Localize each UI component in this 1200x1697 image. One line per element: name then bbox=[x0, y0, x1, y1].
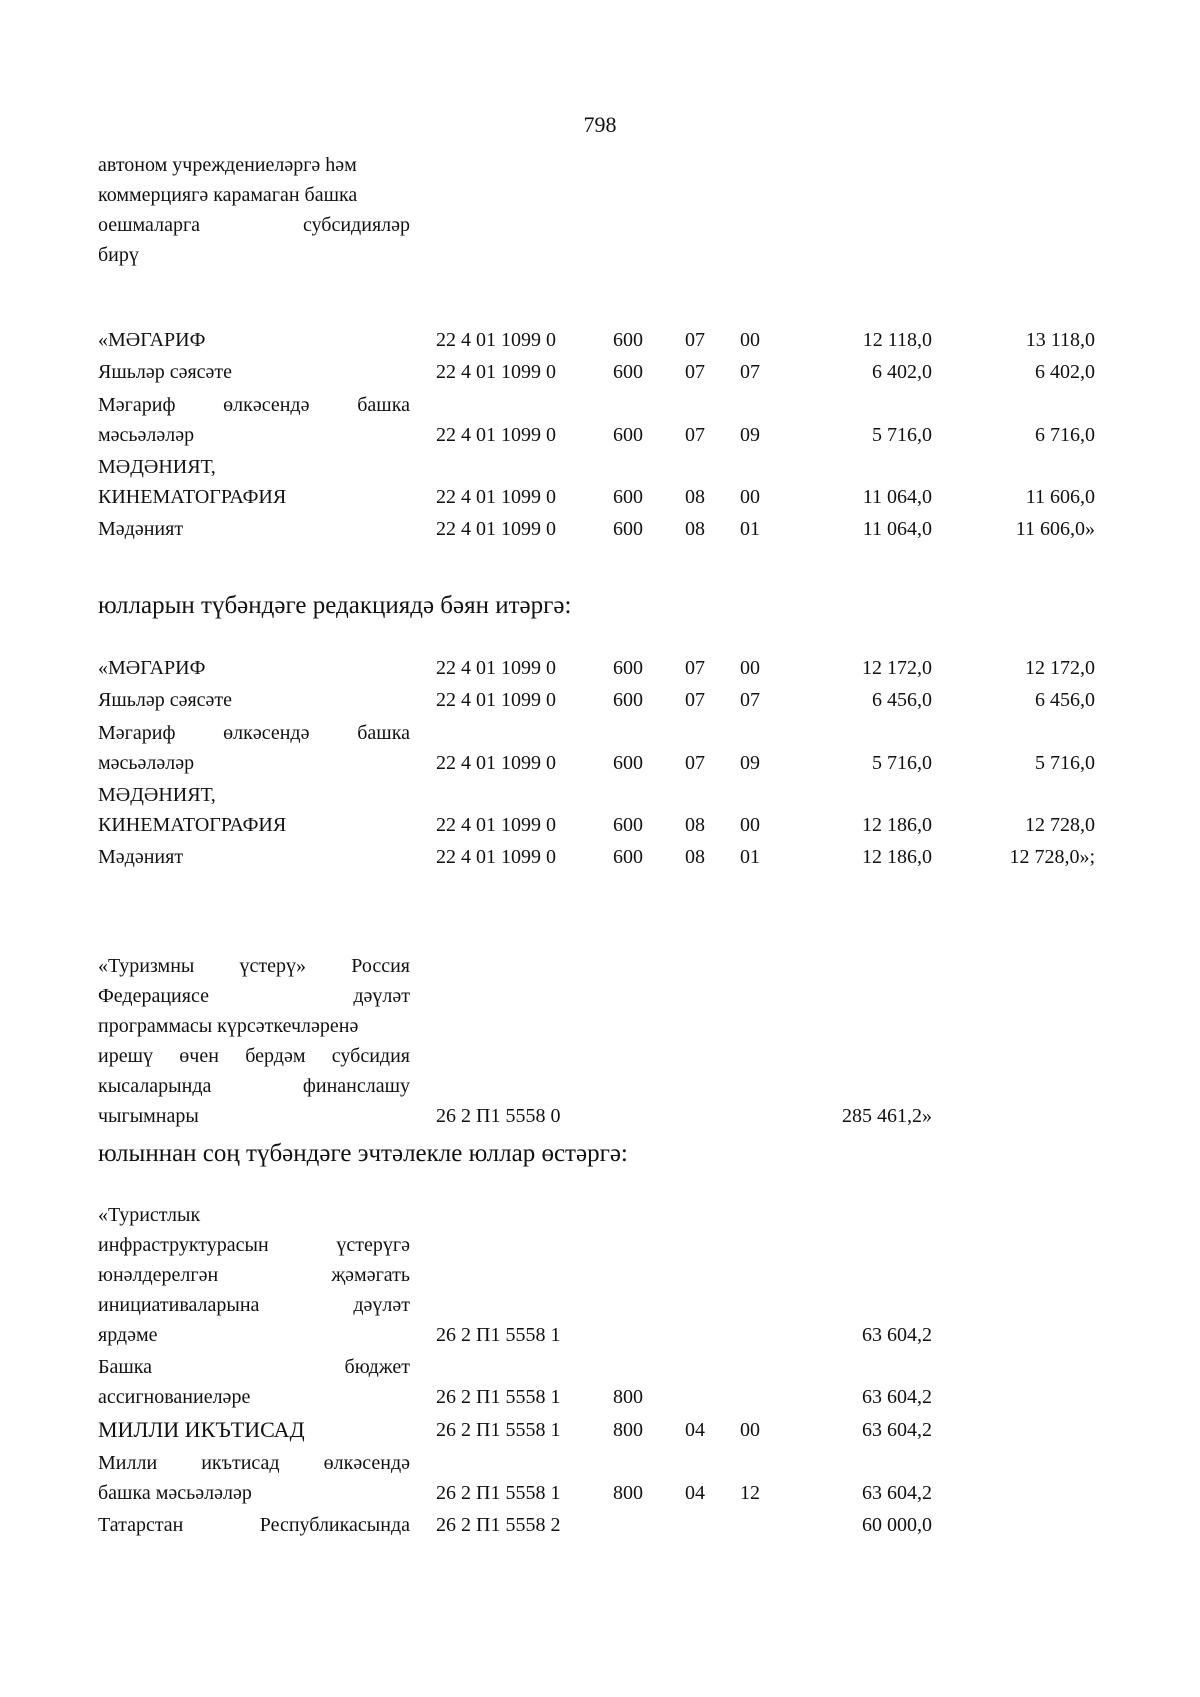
row-value-1: 12 186,0 bbox=[862, 846, 932, 868]
row-code: 26 2 П1 5558 1 bbox=[436, 1324, 561, 1346]
row-rz: 04 bbox=[685, 1482, 705, 1504]
row-code: 22 4 01 1099 0 bbox=[436, 486, 556, 508]
row-value-2: 13 118,0 bbox=[1025, 329, 1095, 351]
row-name: Милли икътисад өлкәсендә башка мәсьәләләр bbox=[98, 1452, 410, 1504]
row-code: 22 4 01 1099 0 bbox=[436, 518, 556, 540]
row-name: Мәгариф өлкәсендә башка мәсьәләләр bbox=[98, 394, 410, 446]
intro-row bbox=[0, 150, 1200, 270]
row-rz: 07 bbox=[685, 657, 705, 679]
table-row bbox=[0, 1510, 1200, 1542]
row-pr: 09 bbox=[740, 752, 760, 774]
table-row bbox=[0, 514, 1200, 546]
row-name: «МӘГАРИФ bbox=[98, 329, 206, 351]
row-code: 22 4 01 1099 0 bbox=[436, 657, 556, 679]
table-new bbox=[0, 653, 1200, 874]
intro-line: коммерциягә карамаган башка bbox=[98, 184, 358, 206]
table-old bbox=[0, 325, 1200, 546]
row-value-2: 6 402,0 bbox=[1035, 361, 1095, 383]
row-vr: 600 bbox=[613, 361, 643, 383]
row-value-2: 5 716,0 bbox=[1035, 752, 1095, 774]
row-value-1: 63 604,2 bbox=[862, 1386, 932, 1408]
intro-line: автоном учреждениеләргә һәм bbox=[98, 154, 357, 176]
row-name: МӘДӘНИЯТ, КИНЕМАТОГРАФИЯ bbox=[98, 784, 287, 836]
row-value-2: 11 606,0 bbox=[1025, 486, 1095, 508]
intro-text bbox=[98, 150, 410, 270]
tourism-block bbox=[0, 951, 1200, 1131]
row-value-2: 11 606,0» bbox=[1015, 518, 1095, 540]
row-pr: 00 bbox=[740, 657, 760, 679]
table-row bbox=[0, 653, 1200, 685]
row-value-1: 5 716,0 bbox=[872, 752, 932, 774]
row-rz: 08 bbox=[685, 846, 705, 868]
row-vr: 600 bbox=[613, 424, 643, 446]
table-row bbox=[0, 951, 1200, 1131]
row-vr: 800 bbox=[613, 1386, 643, 1408]
row-pr: 07 bbox=[740, 361, 760, 383]
row-code: 26 2 П1 5558 1 bbox=[436, 1419, 561, 1441]
row-code: 26 2 П1 5558 2 bbox=[436, 1514, 561, 1536]
row-value-1: 63 604,2 bbox=[862, 1324, 932, 1346]
row-name: «Туристлык инфраструктурасын үстерүгә юнәлдерелгән җәмәгать инициативаларына дәүләт ярдәме bbox=[98, 1204, 410, 1346]
row-value-2: 12 728,0 bbox=[1025, 814, 1095, 836]
row-name: Мәдәният bbox=[98, 518, 184, 540]
table-row bbox=[0, 390, 1200, 452]
row-code: 22 4 01 1099 0 bbox=[436, 689, 556, 711]
row-pr: 01 bbox=[740, 518, 760, 540]
row-vr: 600 bbox=[613, 846, 643, 868]
row-code: 22 4 01 1099 0 bbox=[436, 814, 556, 836]
row-code: 26 2 П1 5558 1 bbox=[436, 1482, 561, 1504]
row-pr: 00 bbox=[740, 1419, 760, 1441]
row-value-2: 12 728,0»; bbox=[1009, 846, 1095, 868]
row-pr: 07 bbox=[740, 689, 760, 711]
instruction-edit: юлларын түбәндәге редакциядә бәян итәргә: bbox=[98, 592, 572, 619]
row-name: МӘДӘНИЯТ, КИНЕМАТОГРАФИЯ bbox=[98, 456, 287, 508]
row-value-1: 12 172,0 bbox=[862, 657, 932, 679]
row-name: «МӘГАРИФ bbox=[98, 657, 206, 679]
table-row bbox=[0, 718, 1200, 780]
table-row bbox=[0, 357, 1200, 390]
row-code: 22 4 01 1099 0 bbox=[436, 361, 556, 383]
row-rz: 08 bbox=[685, 814, 705, 836]
row-code: 22 4 01 1099 0 bbox=[436, 752, 556, 774]
table-row bbox=[0, 1415, 1200, 1448]
row-value-2: 12 172,0 bbox=[1025, 657, 1095, 679]
row-rz: 07 bbox=[685, 424, 705, 446]
table-row bbox=[0, 842, 1200, 874]
row-code: 22 4 01 1099 0 bbox=[436, 846, 556, 868]
row-value-1: 60 000,0 bbox=[862, 1514, 932, 1536]
intro-line: бирү bbox=[98, 244, 139, 266]
row-vr: 600 bbox=[613, 814, 643, 836]
row-pr: 12 bbox=[740, 1482, 760, 1504]
row-code: 22 4 01 1099 0 bbox=[436, 424, 556, 446]
table-row bbox=[0, 1448, 1200, 1510]
row-name: Яшьләр сәясәте bbox=[98, 689, 233, 711]
row-code: 26 2 П1 5558 0 bbox=[436, 1105, 561, 1127]
row-value-1: 6 456,0 bbox=[872, 689, 932, 711]
row-pr: 09 bbox=[740, 424, 760, 446]
row-value-1: 285 461,2» bbox=[842, 1105, 932, 1127]
row-name: Мәгариф өлкәсендә башка мәсьәләләр bbox=[98, 722, 410, 774]
row-code: 26 2 П1 5558 1 bbox=[436, 1386, 561, 1408]
row-rz: 08 bbox=[685, 486, 705, 508]
row-vr: 600 bbox=[613, 689, 643, 711]
row-value-1: 5 716,0 bbox=[872, 424, 932, 446]
row-vr: 800 bbox=[613, 1419, 643, 1441]
row-pr: 00 bbox=[740, 814, 760, 836]
table-row bbox=[0, 685, 1200, 718]
page-number: 798 bbox=[583, 112, 617, 137]
row-rz: 08 bbox=[685, 518, 705, 540]
instruction-add: юлыннан соң түбәндәге эчтәлекле юллар өстәргә: bbox=[98, 1140, 628, 1167]
row-value-1: 6 402,0 bbox=[872, 361, 932, 383]
row-rz: 07 bbox=[685, 752, 705, 774]
table-add bbox=[0, 1200, 1200, 1542]
table-row bbox=[0, 325, 1200, 357]
row-name: Башка бюджет ассигнованиеләре bbox=[98, 1356, 410, 1408]
row-value-2: 6 456,0 bbox=[1035, 689, 1095, 711]
row-pr: 01 bbox=[740, 846, 760, 868]
row-vr: 600 bbox=[613, 486, 643, 508]
row-value-2: 6 716,0 bbox=[1035, 424, 1095, 446]
row-name: Яшьләр сәясәте bbox=[98, 361, 233, 383]
row-rz: 07 bbox=[685, 361, 705, 383]
table-row bbox=[0, 1200, 1200, 1352]
row-name: Татарстан Республикасында bbox=[98, 1514, 410, 1536]
row-value-1: 12 118,0 bbox=[862, 329, 932, 351]
row-value-1: 12 186,0 bbox=[862, 814, 932, 836]
row-value-1: 63 604,2 bbox=[862, 1482, 932, 1504]
row-vr: 800 bbox=[613, 1482, 643, 1504]
row-rz: 07 bbox=[685, 329, 705, 351]
intro-block bbox=[0, 150, 1200, 270]
table-row bbox=[0, 780, 1200, 842]
intro-line: оешмаларга субсидияләр bbox=[98, 214, 410, 236]
row-vr: 600 bbox=[613, 752, 643, 774]
row-name: МИЛЛИ ИКЪТИСАД bbox=[98, 1417, 305, 1442]
table-row bbox=[0, 452, 1200, 514]
row-vr: 600 bbox=[613, 518, 643, 540]
row-name: «Туризмны үстерү» Россия Федерациясе дәүләт программасы күрсәткечләренә ирешү өчен бердәм субсидия кысаларында финанслашу чыгымнары bbox=[98, 955, 410, 1127]
row-vr: 600 bbox=[613, 329, 643, 351]
row-rz: 04 bbox=[685, 1419, 705, 1441]
row-rz: 07 bbox=[685, 689, 705, 711]
row-value-1: 63 604,2 bbox=[862, 1419, 932, 1441]
row-code: 22 4 01 1099 0 bbox=[436, 329, 556, 351]
table-row bbox=[0, 1352, 1200, 1415]
row-pr: 00 bbox=[740, 329, 760, 351]
row-name: Мәдәният bbox=[98, 846, 184, 868]
row-vr: 600 bbox=[613, 657, 643, 679]
row-value-1: 11 064,0 bbox=[862, 518, 932, 540]
row-pr: 00 bbox=[740, 486, 760, 508]
row-value-1: 11 064,0 bbox=[862, 486, 932, 508]
